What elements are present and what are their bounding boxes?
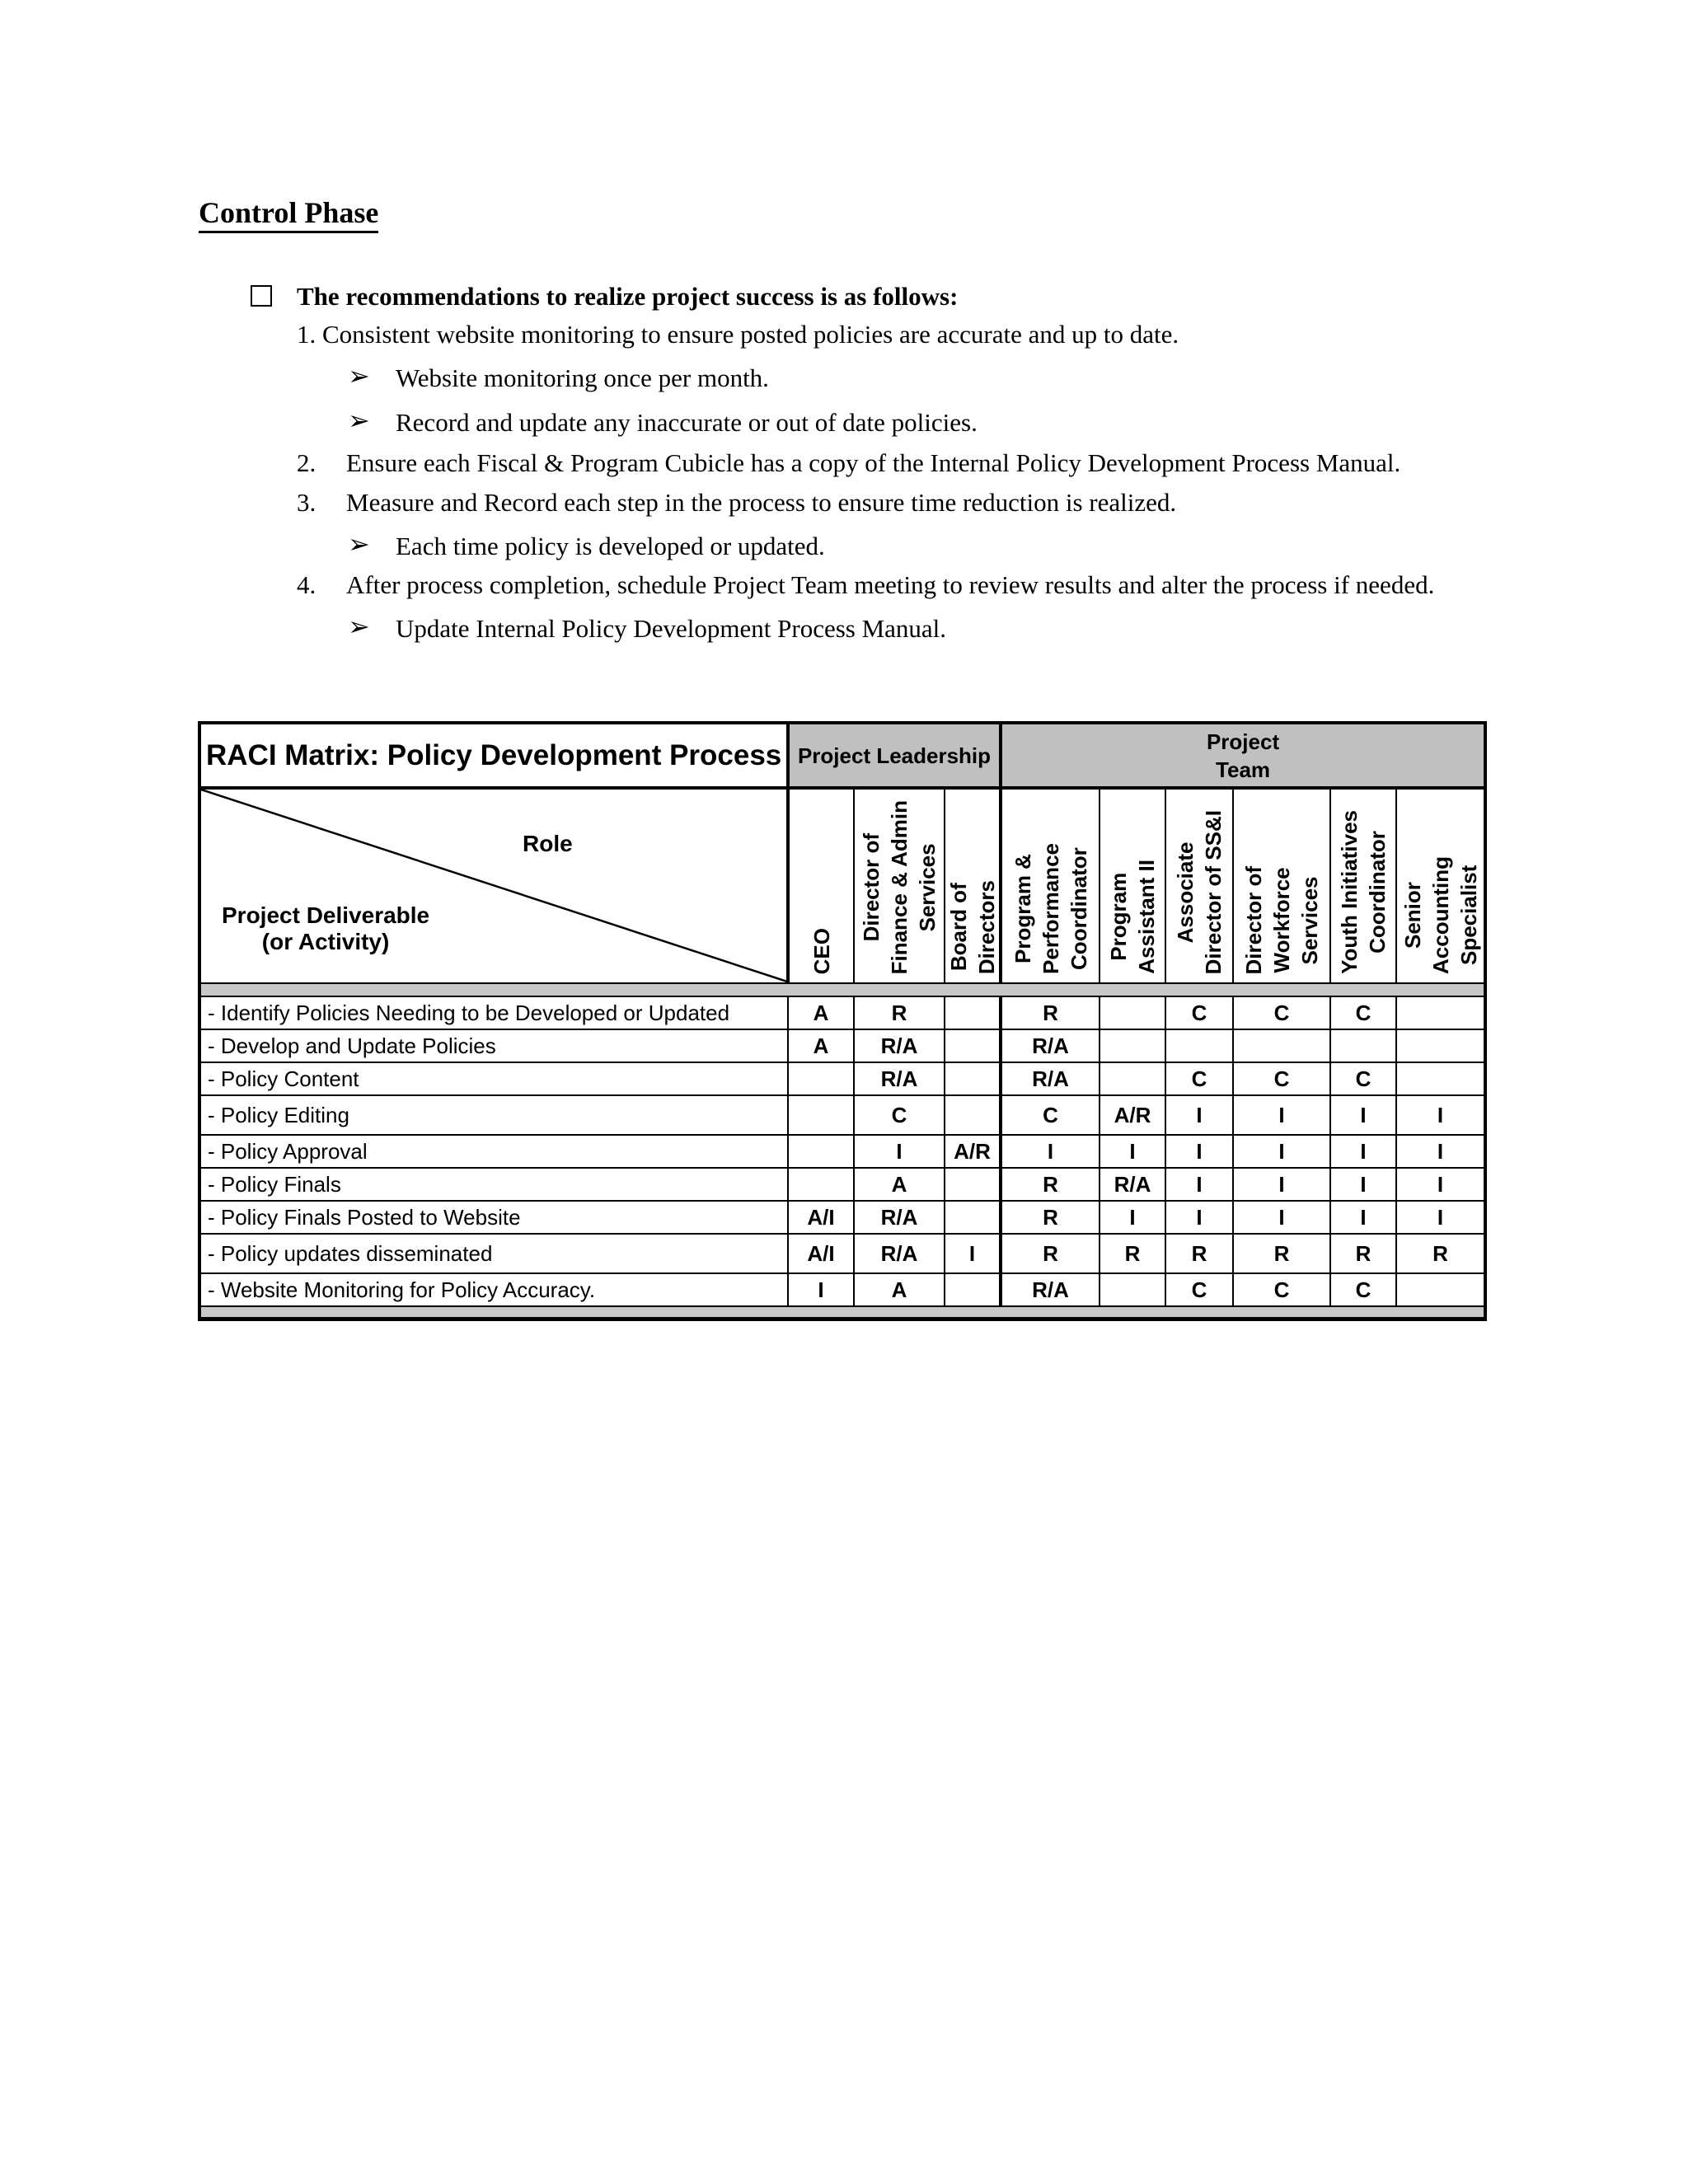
activity-cell: - Identify Policies Needing to be Developed or Updated: [199, 996, 788, 1029]
raci-cell: I: [1330, 1201, 1396, 1234]
raci-cell: I: [1001, 1135, 1100, 1168]
sub-item: Each time policy is developed or updated.: [396, 532, 825, 560]
arrow-bullet-icon: ➢: [348, 529, 370, 559]
raci-cell: A/R: [945, 1135, 1001, 1168]
raci-cell: C: [854, 1095, 945, 1135]
raci-cell: R/A: [1001, 1273, 1100, 1306]
raci-cell: [1165, 1029, 1233, 1062]
raci-cell: [1100, 996, 1165, 1029]
intro-text: The recommendations to realize project success is as follows:: [297, 282, 959, 311]
raci-cell: I: [1330, 1168, 1396, 1201]
table-row: [199, 1095, 1485, 1135]
role-header: [1233, 788, 1330, 983]
raci-cell: R: [1001, 996, 1100, 1029]
role-name: Director of Workforce Services: [1241, 865, 1322, 974]
raci-cell: C: [1165, 996, 1233, 1029]
role-header: [1396, 788, 1485, 983]
raci-cell: R/A: [854, 1062, 945, 1095]
activity-cell: - Policy Editing: [199, 1095, 788, 1135]
raci-cell: A/I: [788, 1201, 854, 1234]
raci-cell: [945, 1168, 1001, 1201]
table-row: [199, 1062, 1485, 1095]
raci-cell: R/A: [1001, 1062, 1100, 1095]
raci-cell: R/A: [854, 1029, 945, 1062]
raci-cell: R: [1330, 1234, 1396, 1273]
table-row: [199, 1273, 1485, 1306]
deliverable-label-text: Project Deliverable (or Activity): [222, 902, 430, 954]
arrow-bullet-icon: ➢: [348, 361, 370, 391]
page-title: Control Phase: [199, 196, 378, 233]
activity-cell: - Policy Approval: [199, 1135, 788, 1168]
raci-cell: I: [1165, 1135, 1233, 1168]
raci-cell: [945, 1201, 1001, 1234]
raci-cell: I: [1233, 1095, 1330, 1135]
raci-cell: R/A: [1001, 1029, 1100, 1062]
raci-title: RACI Matrix: Policy Development Process: [199, 723, 788, 788]
arrow-bullet-icon: ➢: [348, 612, 370, 641]
sub-item: Website monitoring once per month.: [396, 363, 769, 392]
raci-matrix: [198, 721, 1484, 1321]
role-name: Director of Finance & Admin Services: [859, 799, 940, 974]
raci-cell: [945, 996, 1001, 1029]
arrow-bullet-icon: ➢: [348, 405, 370, 435]
role-name: Senior Accounting Specialist: [1400, 856, 1481, 974]
raci-cell: [1396, 1029, 1485, 1062]
raci-cell: R: [1165, 1234, 1233, 1273]
role-name: CEO: [809, 927, 834, 974]
list-num: 2.: [297, 448, 316, 477]
group-team-label: Project Team: [1206, 729, 1280, 782]
raci-cell: R/A: [854, 1201, 945, 1234]
raci-body: [199, 996, 1485, 1306]
list-text: Consistent website monitoring to ensure posted policies are accurate and up to date.: [322, 320, 1179, 349]
role-header: [854, 788, 945, 983]
role-name: Board of Directors: [945, 879, 999, 974]
table-row: [199, 1029, 1485, 1062]
raci-cell: R: [1001, 1234, 1100, 1273]
footer-row: [199, 1306, 1485, 1319]
raci-cell: C: [1233, 1062, 1330, 1095]
list-num: 3.: [297, 488, 316, 517]
raci-cell: I: [1396, 1168, 1485, 1201]
list-text: Ensure each Fiscal & Program Cubicle has a copy of the Internal Policy Development Process Manual.: [346, 448, 1401, 477]
raci-cell: R: [1396, 1234, 1485, 1273]
activity-cell: - Policy Finals Posted to Website: [199, 1201, 788, 1234]
raci-cell: C: [1233, 996, 1330, 1029]
raci-cell: [788, 1135, 854, 1168]
list-num: 1.: [297, 320, 316, 349]
raci-cell: [1330, 1029, 1396, 1062]
role-header: [1001, 788, 1100, 983]
table-row: [199, 996, 1485, 1029]
list-text: After process completion, schedule Project Team meeting to review results and alter the process if needed.: [346, 570, 1435, 599]
raci-cell: [1233, 1029, 1330, 1062]
activity-cell: - Policy Content: [199, 1062, 788, 1095]
role-header: [1100, 788, 1165, 983]
list-text: Measure and Record each step in the process to ensure time reduction is realized.: [346, 488, 1177, 517]
raci-cell: I: [1233, 1135, 1330, 1168]
raci-cell: R: [854, 996, 945, 1029]
raci-cell: [788, 1168, 854, 1201]
role-deliverable-header: [199, 788, 788, 983]
raci-cell: [1396, 996, 1485, 1029]
raci-cell: I: [1165, 1095, 1233, 1135]
group-leadership: Project Leadership: [788, 723, 1001, 788]
raci-cell: I: [1100, 1135, 1165, 1168]
raci-cell: R: [1001, 1201, 1100, 1234]
raci-cell: [1100, 1029, 1165, 1062]
raci-cell: I: [1100, 1201, 1165, 1234]
role-header: [788, 788, 854, 983]
raci-cell: A/R: [1100, 1095, 1165, 1135]
role-header: [1165, 788, 1233, 983]
raci-cell: I: [1396, 1095, 1485, 1135]
raci-cell: C: [1330, 1273, 1396, 1306]
role-label: Role: [523, 831, 573, 856]
raci-cell: [945, 1095, 1001, 1135]
role-name: Youth Initiatives Coordinator: [1337, 810, 1390, 974]
raci-cell: R/A: [1100, 1168, 1165, 1201]
raci-cell: I: [788, 1273, 854, 1306]
raci-table: [198, 721, 1487, 1321]
role-name: Associate Director of SS&I: [1173, 809, 1226, 974]
group-team: [1001, 723, 1485, 788]
raci-cell: [1396, 1273, 1485, 1306]
raci-cell: I: [1233, 1201, 1330, 1234]
raci-cell: A: [854, 1273, 945, 1306]
raci-cell: C: [1165, 1273, 1233, 1306]
role-name: Program Assistant II: [1106, 860, 1159, 974]
raci-cell: I: [1165, 1168, 1233, 1201]
raci-cell: I: [945, 1234, 1001, 1273]
activity-cell: - Website Monitoring for Policy Accuracy.: [199, 1273, 788, 1306]
table-row: [199, 1201, 1485, 1234]
raci-cell: R: [1100, 1234, 1165, 1273]
raci-cell: C: [1165, 1062, 1233, 1095]
raci-cell: C: [1330, 1062, 1396, 1095]
raci-cell: [945, 1273, 1001, 1306]
table-row: [199, 1135, 1485, 1168]
raci-cell: I: [854, 1135, 945, 1168]
raci-cell: I: [1330, 1095, 1396, 1135]
raci-cell: [1100, 1062, 1165, 1095]
activity-cell: - Policy Finals: [199, 1168, 788, 1201]
role-header: [1330, 788, 1396, 983]
raci-cell: [945, 1062, 1001, 1095]
raci-cell: I: [1330, 1135, 1396, 1168]
separator-row: [199, 983, 1485, 996]
sub-item: Update Internal Policy Development Process Manual.: [396, 614, 947, 643]
list-item-1: [297, 318, 1179, 351]
activity-cell: - Develop and Update Policies: [199, 1029, 788, 1062]
raci-cell: I: [1396, 1201, 1485, 1234]
role-header: [945, 788, 1001, 983]
raci-cell: I: [1165, 1201, 1233, 1234]
raci-cell: C: [1001, 1095, 1100, 1135]
raci-cell: A: [854, 1168, 945, 1201]
table-row: [199, 1234, 1485, 1273]
table-row: [199, 1168, 1485, 1201]
checkbox-icon: [251, 285, 272, 307]
role-name: Program & Performance Coordinator: [1010, 843, 1091, 974]
raci-cell: R: [1233, 1234, 1330, 1273]
deliverable-label: [222, 902, 429, 955]
sub-item: Record and update any inaccurate or out of date policies.: [396, 408, 978, 437]
raci-cell: C: [1330, 996, 1396, 1029]
raci-cell: I: [1233, 1168, 1330, 1201]
activity-cell: - Policy updates disseminated: [199, 1234, 788, 1273]
raci-cell: A: [788, 996, 854, 1029]
raci-cell: R: [1001, 1168, 1100, 1201]
raci-cell: [945, 1029, 1001, 1062]
raci-cell: [1396, 1062, 1485, 1095]
raci-cell: [788, 1062, 854, 1095]
raci-cell: C: [1233, 1273, 1330, 1306]
raci-cell: A: [788, 1029, 854, 1062]
raci-cell: A/I: [788, 1234, 854, 1273]
raci-cell: [788, 1095, 854, 1135]
list-num: 4.: [297, 570, 316, 599]
raci-cell: R/A: [854, 1234, 945, 1273]
raci-cell: [1100, 1273, 1165, 1306]
raci-cell: I: [1396, 1135, 1485, 1168]
